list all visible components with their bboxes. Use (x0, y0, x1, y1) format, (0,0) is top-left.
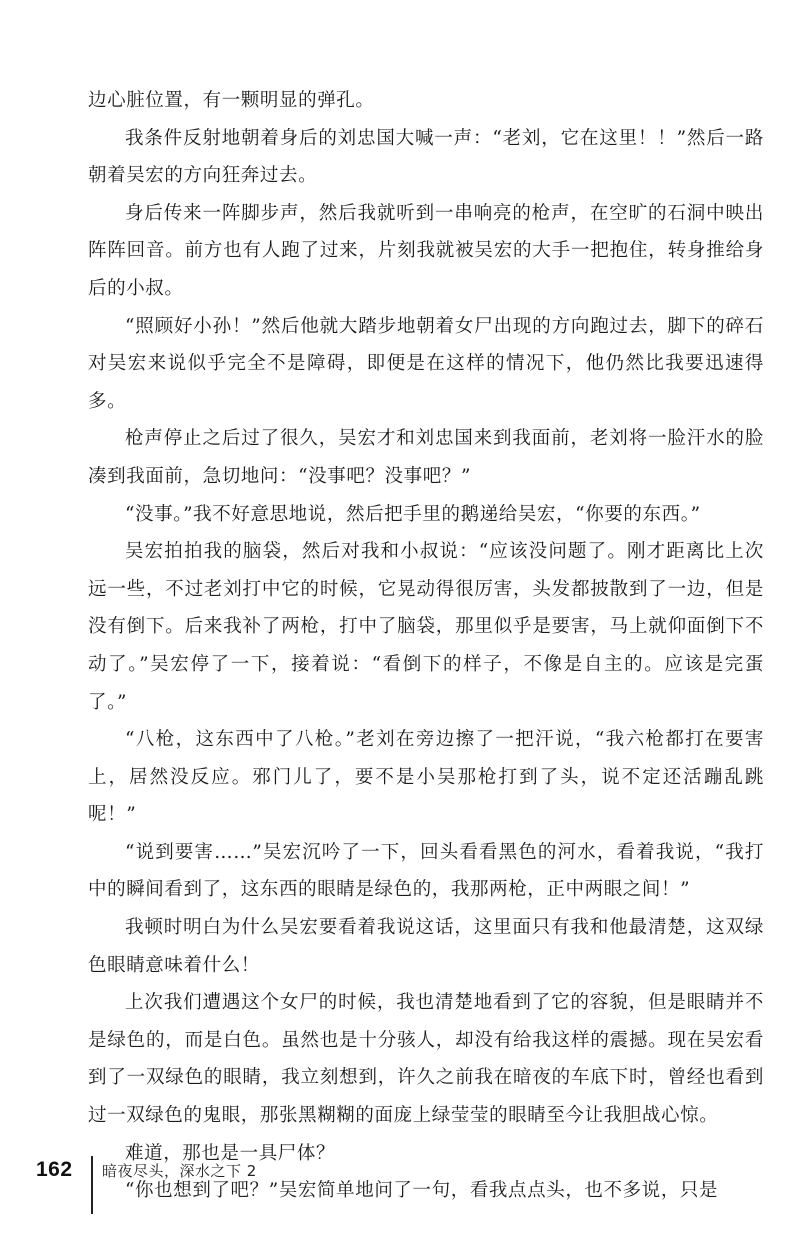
paragraph-9: “说到要害……”吴宏沉吟了一下，回头看看黑色的河水，看着我说，“我打中的瞬间看到了，这东西的眼睛是绿色的，我那两枪，正中两眼之间！” (88, 841, 764, 901)
footer-divider (91, 1156, 93, 1214)
paragraph-2: 我条件反射地朝着身后的刘忠国大喊一声：“老刘，它在这里！！”然后一路朝着吴宏的方向狂奔过去。 (88, 127, 764, 187)
paragraph-11: 上次我们遭遇这个女尸的时候，我也清楚地看到了它的容貌，但是眼睛并不是绿色的，而是白色。虽然也是十分骇人，却没有给我这样的震撼。现在吴宏看到了一双绿色的眼睛，我立刻想到，许久之前我在暗夜的车底下时，曾经也看到过一双绿色的鬼眼，那张黑糊糊的面庞上绿莹莹的眼睛至今让我胆战心惊。 (88, 992, 764, 1127)
paragraph-8: “八枪，这东西中了八枪。”老刘在旁边擦了一把汗说，“我六枪都打在要害上，居然没反应。邪门儿了，要不是小吴那枪打到了头，说不定还活蹦乱跳呢！” (88, 729, 764, 826)
page-body (88, 82, 764, 1210)
running-book-title: 暗夜尽头，深水之下 2 (102, 1162, 257, 1180)
page-number: 162 (36, 1158, 73, 1181)
paragraph-5: 枪声停止之后过了很久，吴宏才和刘忠国来到我面前，老刘将一脸汗水的脸凑到我面前，急切地问：“没事吧？没事吧？” (88, 428, 764, 487)
paragraph-7: 吴宏拍拍我的脑袋，然后对我和小叔说：“应该没问题了。刚才距离比上次远一些，不过老刘打中它的时候，它晃动得很厉害，头发都披散到了一边，但是没有倒下。后来我补了两枪，打中了脑袋，那里似乎是要害，马上就仰面倒下不动了。”吴宏停了一下，接着说：“看倒下的样子，不像是自主的。应该是完蛋了。” (88, 541, 764, 713)
paragraph-4: “照顾好小孙！”然后他就大踏步地朝着女尸出现的方向跑过去，脚下的碎石对吴宏来说似乎完全不是障碍，即便是在这样的情况下，他仍然比我要迅速得多。 (88, 315, 764, 412)
paragraph-6: “没事。”我不好意思地说，然后把手里的鹅递给吴宏，“你要的东西。” (125, 503, 701, 525)
paragraph-12: 难道，那也是一具尸体？ (125, 1142, 336, 1164)
paragraph-13: “你也想到了吧？”吴宏简单地问了一句，看我点点头，也不多说，只是 (125, 1180, 719, 1202)
paragraph-10: 我顿时明白为什么吴宏要看着我说这话，这里面只有我和他最清楚，这双绿色眼睛意味着什么！ (88, 917, 764, 976)
paragraph-3: 身后传来一阵脚步声，然后我就听到一串响亮的枪声，在空旷的石洞中映出阵阵回音。前方也有人跑了过来，片刻我就被吴宏的大手一把抱住，转身推给身后的小叔。 (88, 202, 764, 299)
paragraph-1: 边心脏位置，有一颗明显的弹孔。 (88, 90, 375, 111)
page-footer (36, 1156, 336, 1216)
